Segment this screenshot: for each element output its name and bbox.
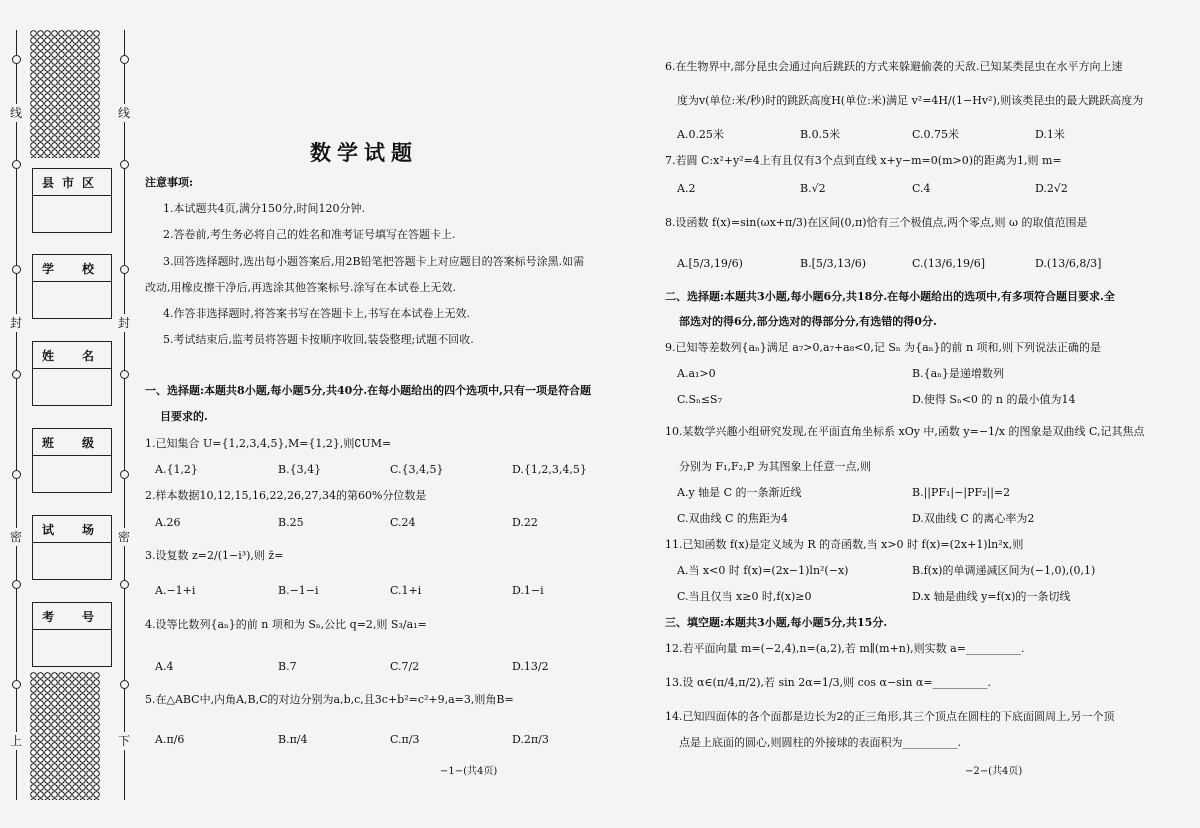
option: A.当 x<0 时 f(x)=(2x−1)ln²(−x)	[677, 564, 849, 577]
option: D.13/2	[512, 660, 549, 673]
binding-circle	[12, 160, 21, 169]
binding-circle	[12, 55, 21, 64]
option: B.{aₙ}是递增数列	[912, 367, 1004, 380]
binding-mark: 上	[9, 734, 22, 748]
option: D.双曲线 C 的离心率为2	[912, 512, 1035, 525]
field-label: 学 校	[33, 255, 111, 282]
question-stem: 11.已知函数 f(x)是定义域为 R 的奇函数,当 x>0 时 f(x)=(2x+1)ln²x,则	[665, 538, 1024, 551]
option: D.2π/3	[512, 733, 549, 746]
option: D.1米	[1035, 128, 1065, 141]
option: B.{3,4}	[278, 463, 322, 476]
option: D.2√2	[1035, 182, 1068, 195]
option: C.24	[390, 516, 416, 529]
section-heading: 三、填空题:本题共3小题,每小题5分,共15分.	[665, 616, 888, 629]
option: D.x 轴是曲线 y=f(x)的一条切线	[912, 590, 1071, 603]
field-blank	[33, 282, 111, 318]
binding-mark: 线	[9, 106, 22, 120]
field-blank	[33, 369, 111, 405]
option: A.{1,2}	[155, 463, 198, 476]
question-stem: 14.已知四面体的各个面都是边长为2的正三角形,其三个顶点在圆柱的下底面圆周上,另一个顶	[665, 710, 1115, 723]
field-blank	[33, 630, 111, 666]
binding-mark: 下	[117, 734, 130, 748]
page-title: 数学试题	[310, 141, 418, 165]
question-stem: 12.若平面向量 m=(−2,4),n=(a,2),若 m∥(m+n),则实数 a=__________.	[665, 642, 1025, 655]
option: B.||PF₁|−|PF₂||=2	[912, 486, 1011, 499]
question-stem: 5.在△ABC中,内角A,B,C的对边分别为a,b,c,且3c+b²=c²+9,a=3,则角B=	[145, 693, 514, 706]
note-item: 2.答卷前,考生务必将自己的姓名和准考证号填写在答题卡上.	[163, 228, 456, 241]
field-blank	[33, 456, 111, 492]
field-label: 班 级	[33, 429, 111, 456]
question-stem: 2.样本数据10,12,15,16,22,26,27,34的第60%分位数是	[145, 489, 427, 502]
option: B.0.5米	[800, 128, 841, 141]
option: D.1−i	[512, 584, 544, 597]
question-stem: 1.已知集合 U={1,2,3,4,5},M={1,2},则∁UM=	[145, 437, 392, 450]
binding-circle	[120, 55, 129, 64]
note-item: 1.本试题共4页,满分150分,时间120分钟.	[163, 202, 365, 215]
option: C.当且仅当 x≥0 时,f(x)≥0	[677, 590, 812, 603]
field-label: 姓 名	[33, 342, 111, 369]
question-stem: 点是上底面的圆心,则圆柱的外接球的表面积为__________.	[679, 736, 961, 749]
field-label: 考 号	[33, 603, 111, 630]
binding-circle	[12, 580, 21, 589]
question-stem: 度为v(单位:米/秒)时的跳跃高度H(单位:米)满足 v²=4H/(1−Hv²),则该类昆虫的最大跳跃高度为	[677, 94, 1144, 107]
question-stem: 7.若圆 C:x²+y²=4上有且仅有3个点到直线 x+y−m=0(m>0)的距离为1,则 m=	[665, 154, 1062, 167]
dot-pattern-bottom	[30, 672, 100, 800]
binding-circle	[12, 265, 21, 274]
question-stem: 9.已知等差数列{aₙ}满足 a₇>0,a₇+a₈<0,记 Sₙ 为{aₙ}的前 n 项和,则下列说法正确的是	[665, 341, 1102, 354]
binding-circle	[120, 265, 129, 274]
note-item: 3.回答选择题时,选出每小题答案后,用2B铅笔把答题卡上对应题目的答案标号涂黑.如需	[163, 255, 585, 268]
field-exam-room	[32, 515, 112, 580]
option: C.双曲线 C 的焦距为4	[677, 512, 788, 525]
binding-circle	[120, 580, 129, 589]
binding-mark: 密	[117, 530, 130, 544]
option: C.(13/6,19/6]	[912, 257, 986, 270]
section-heading: 二、选择题:本题共3小题,每小题6分,共18分.在每小题给出的选项中,有多项符合题目要求.全	[665, 290, 1115, 303]
question-stem: 3.设复数 z=2/(1−i³),则 z̄=	[145, 549, 284, 562]
option: C.{3,4,5}	[390, 463, 444, 476]
note-item: 4.作答非选择题时,将答案书写在答题卡上,书写在本试卷上无效.	[163, 307, 470, 320]
option: D.使得 Sₙ<0 的 n 的最小值为14	[912, 393, 1076, 406]
option: C.Sₙ≤S₇	[677, 393, 722, 406]
binding-circle	[120, 160, 129, 169]
field-label: 试 场	[33, 516, 111, 543]
option: B.−1−i	[278, 584, 319, 597]
option: A.a₁>0	[677, 367, 716, 380]
binding-strip	[0, 0, 135, 828]
option: A.4	[155, 660, 174, 673]
notes-heading: 注意事项:	[145, 176, 194, 189]
section-heading: 一、选择题:本题共8小题,每小题5分,共40分.在每小题给出的四个选项中,只有一项是符合题	[145, 384, 591, 397]
option: D.(13/6,8/3]	[1035, 257, 1102, 270]
note-item: 改动,用橡皮擦干净后,再选涂其他答案标号.涂写在本试卷上无效.	[145, 281, 456, 294]
binding-circle	[120, 470, 129, 479]
option: A.π/6	[155, 733, 185, 746]
binding-circle	[120, 680, 129, 689]
option: C.7/2	[390, 660, 420, 673]
note-item: 5.考试结束后,监考员将答题卡按顺序收回,装袋整理;试题不回收.	[163, 333, 474, 346]
question-stem: 4.设等比数列{aₙ}的前 n 项和为 Sₙ,公比 q=2,则 S₃/a₁=	[145, 618, 427, 631]
option: B.√2	[800, 182, 826, 195]
option: C.4	[912, 182, 931, 195]
field-blank	[33, 543, 111, 579]
option: B.π/4	[278, 733, 308, 746]
binding-circle	[120, 370, 129, 379]
binding-circle	[12, 680, 21, 689]
field-exam-number	[32, 602, 112, 667]
field-name	[32, 341, 112, 406]
field-county	[32, 168, 112, 233]
field-blank	[33, 196, 111, 232]
question-stem: 6.在生物界中,部分昆虫会通过向后跳跃的方式来躲避偷袭的天敌.已知某类昆虫在水平方向上速	[665, 60, 1123, 73]
question-stem: 13.设 α∈(π/4,π/2),若 sin 2α=1/3,则 cos α−sin α=__________.	[665, 676, 992, 689]
question-stem: 10.某数学兴趣小组研究发现,在平面直角坐标系 xOy 中,函数 y=−1/x 的图象是双曲线 C,记其焦点	[665, 425, 1145, 438]
binding-circle	[12, 470, 21, 479]
option: B.[5/3,13/6)	[800, 257, 867, 270]
option: C.π/3	[390, 733, 420, 746]
field-label: 县市区	[33, 169, 111, 196]
binding-mark: 密	[9, 530, 22, 544]
option: D.{1,2,3,4,5}	[512, 463, 587, 476]
question-stem: 分别为 F₁,F₂,P 为其图象上任意一点,则	[679, 460, 871, 473]
option: A.[5/3,19/6)	[677, 257, 743, 270]
section-heading: 目要求的.	[160, 410, 208, 423]
binding-mark: 封	[9, 316, 22, 330]
option: A.−1+i	[155, 584, 196, 597]
option: A.0.25米	[677, 128, 724, 141]
binding-mark: 线	[117, 106, 130, 120]
field-school	[32, 254, 112, 319]
option: A.2	[677, 182, 696, 195]
option: B.f(x)的单调递减区间为(−1,0),(0,1)	[912, 564, 1096, 577]
option: C.0.75米	[912, 128, 960, 141]
binding-circle	[12, 370, 21, 379]
option: B.7	[278, 660, 297, 673]
option: A.y 轴是 C 的一条渐近线	[677, 486, 802, 499]
question-stem: 8.设函数 f(x)=sin(ωx+π/3)在区间(0,π)恰有三个极值点,两个零点,则 ω 的取值范围是	[665, 216, 1088, 229]
option: D.22	[512, 516, 538, 529]
page-number: −1−(共4页)	[440, 766, 498, 777]
page-number: −2−(共4页)	[965, 766, 1023, 777]
option: B.25	[278, 516, 304, 529]
option: C.1+i	[390, 584, 422, 597]
section-heading: 部选对的得6分,部分选对的得部分分,有选错的得0分.	[679, 315, 937, 328]
field-class	[32, 428, 112, 493]
dot-pattern-top	[30, 30, 100, 158]
option: A.26	[155, 516, 181, 529]
binding-mark: 封	[117, 316, 130, 330]
